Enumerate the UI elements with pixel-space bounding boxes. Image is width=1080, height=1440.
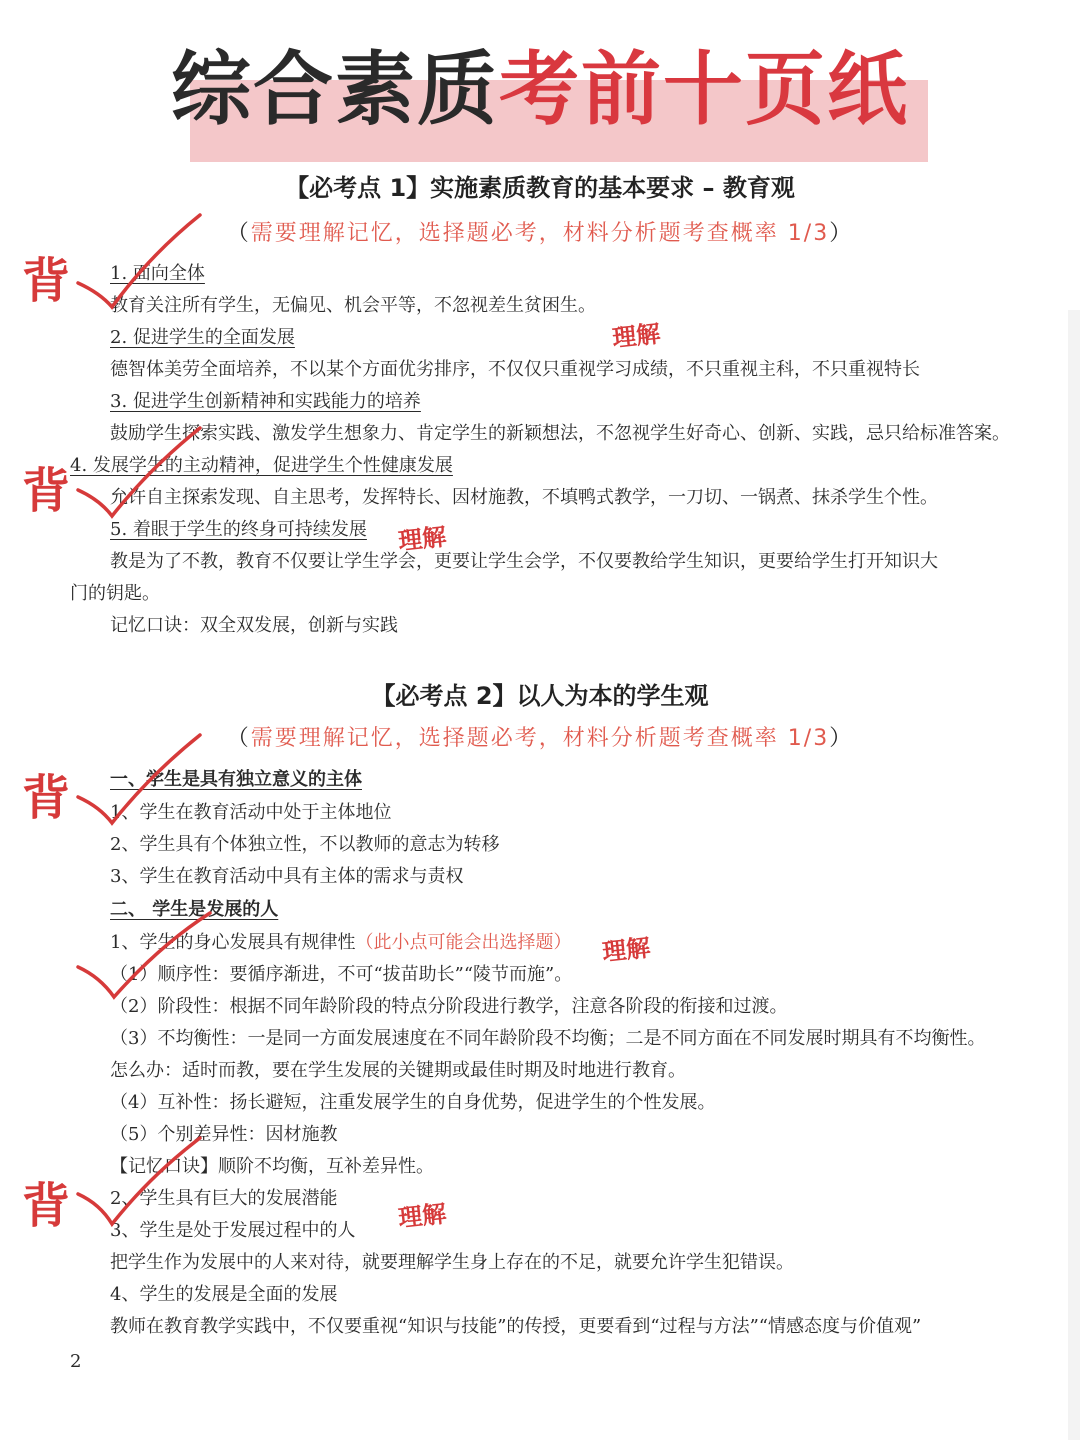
s2-part-2-title: 二、 学生是发展的人 (110, 899, 279, 920)
s2-line: （2）阶段性：根据不同年龄阶段的特点分阶段进行教学，注意各阶段的衔接和过渡。 (110, 996, 788, 1017)
section2-heading: 【必考点 2】以人为本的学生观 (371, 682, 709, 710)
s1-point-1-text: 教育关注所有学生，无偏见、机会平等，不忽视差生贫困生。 (110, 295, 596, 316)
s2-line: （5）个别差异性：因材施教 (110, 1124, 338, 1145)
check-mark-icon (70, 205, 210, 325)
section2-note: （需要理解记忆，选择题必考，材料分析题考查概率 1/3） (226, 726, 854, 751)
s2-line: （3）不均衡性：一是同一方面发展速度在不同年龄阶段不均衡；二是不同方面在不同发展时期具有不均衡性。 (110, 1028, 986, 1049)
check-mark-icon (70, 1130, 210, 1240)
s2-line: 2、学生具有巨大的发展潜能 (110, 1188, 338, 1209)
check-mark-icon (70, 905, 220, 1015)
s2-regularity-line: 1、学生的身心发展具有规律性（此小点可能会出选择题） (110, 932, 572, 953)
s2-line: 怎么办：适时而教，要在学生发展的关键期或最佳时期及时地进行教育。 (110, 1060, 686, 1081)
s2-line: 教师在教育教学实践中，不仅要重视“知识与技能”的传授，更要看到“过程与方法”“情感态度与价值观” (110, 1316, 922, 1337)
s1-mnemonic: 记忆口诀：双全双发展，创新与实践 (110, 615, 398, 636)
s2-line: （4）互补性：扬长避短，注重发展学生的自身优势，促进学生的个性发展。 (110, 1092, 716, 1113)
bei-annotation: 背 (22, 463, 71, 519)
page-edge-shadow (1068, 310, 1080, 1440)
s2-line: 2、学生具有个体独立性，不以教师的意志为转移 (110, 834, 500, 855)
s1-point-2-text: 德智体美劳全面培养，不以某个方面优劣排序，不仅仅只重视学习成绩，不只重视主科，不只重视特长 (110, 359, 920, 380)
s2-line: 把学生作为发展中的人来对待，就要理解学生身上存在的不足，就要允许学生犯错误。 (110, 1252, 794, 1273)
s2-part-1-title: 一、学生是具有独立意义的主体 (110, 769, 362, 790)
bei-annotation: 背 (22, 253, 71, 309)
page-title (0, 40, 1080, 140)
check-mark-icon (70, 418, 210, 538)
bei-annotation: 背 (22, 770, 71, 826)
s1-point-5-text-cont: 门的钥匙。 (70, 583, 160, 604)
s1-point-1-title: 1. 面向全体 (110, 263, 205, 284)
title-black-part: 综合素质 (171, 43, 499, 136)
lijie-annotation: 理解 (610, 319, 662, 353)
s2-line: 3、学生在教育活动中具有主体的需求与责权 (110, 866, 464, 887)
s1-point-2-title: 2. 促进学生的全面发展 (110, 327, 295, 348)
s1-point-3-text: 鼓励学生探索实践、激发学生想象力、肯定学生的新颖想法，不忽视学生好奇心、创新、实践，忌只给标准答案。 (110, 423, 1010, 444)
s1-point-5-text: 教是为了不教，教育不仅要让学生学会，更要让学生会学，不仅要教给学生知识，更要给学生打开知识大 (110, 551, 938, 572)
check-mark-icon (70, 725, 210, 845)
section1-note: （需要理解记忆，选择题必考，材料分析题考查概率 1/3） (226, 221, 854, 246)
section1-heading: 【必考点 1】实施素质教育的基本要求 – 教育观 (285, 174, 795, 202)
s1-point-5-title: 5. 着眼于学生的终身可持续发展 (110, 519, 367, 540)
page-number: 2 (70, 1351, 82, 1372)
s2-line: 1、学生在教育活动中处于主体地位 (110, 802, 392, 823)
title-red-part: 考前十页纸 (499, 43, 909, 136)
s1-point-3-title: 3. 促进学生创新精神和实践能力的培养 (110, 391, 421, 412)
s2-line: 4、学生的发展是全面的发展 (110, 1284, 338, 1305)
s1-point-4-title: 4. 发展学生的主动精神，促进学生个性健康发展 (70, 455, 453, 476)
s1-point-4-text: 允许自主探索发现、自主思考，发挥特长、因材施教，不填鸭式教学，一刀切、一锅煮、抹杀学生个性。 (110, 487, 938, 508)
s2-choice-note: （此小点可能会出选择题） (355, 932, 572, 953)
lijie-annotation: 理解 (396, 1199, 448, 1233)
lijie-annotation: 理解 (396, 522, 448, 556)
s2-line: （1）顺序性：要循序渐进，不可“拔苗助长”“陵节而施”。 (110, 964, 573, 985)
s2-line: 3、学生是处于发展过程中的人 (110, 1220, 356, 1241)
bei-annotation: 背 (22, 1178, 71, 1234)
s2-mnemonic: 【记忆口诀】顺阶不均衡，互补差异性。 (110, 1156, 434, 1177)
lijie-annotation: 理解 (600, 933, 652, 967)
